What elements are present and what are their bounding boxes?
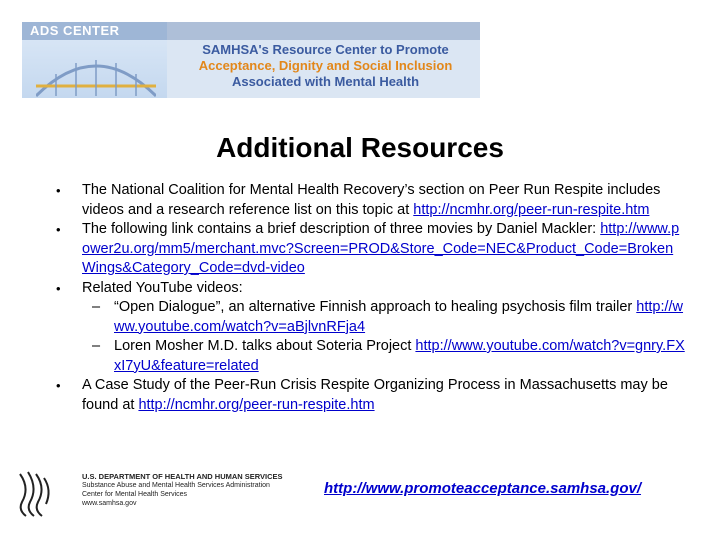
ads-center-logo <box>22 22 167 98</box>
bullet: • <box>56 280 61 296</box>
page-title: Additional Resources <box>216 132 504 163</box>
banner-top-strip <box>167 22 480 40</box>
bullet: • <box>56 183 61 198</box>
list-item <box>56 220 686 279</box>
samhsa-url: www.samhsa.gov <box>82 500 137 507</box>
dash: – <box>92 338 101 354</box>
ncmhr-case-study-link[interactable]: http://ncmhr.org/peer-run-respite.htm <box>138 396 375 413</box>
banner-title-samhsa: SAMHSA's <box>202 42 273 57</box>
sub-list-item-text: Loren Mosher M.D. talks about Soteria Project <box>114 338 416 354</box>
power2u-link[interactable]: http://www.power2u.org/mm5/merchant.mvc?Screen=PROD&Store_Code=NEC&Product_Code=BrokenWings&Category_Code=dvd-video <box>82 221 680 276</box>
banner-title-line-3: Associated with Mental Health <box>231 74 420 89</box>
banner-title <box>173 42 478 90</box>
bridge-arch-graphic <box>36 46 156 98</box>
banner-title-panel <box>167 40 480 98</box>
resource-list <box>56 181 686 415</box>
list-item-text: The National Coalition for Mental Health Recovery’s section on Peer Run Respite includes videos and a research reference list on this topic at <box>82 182 661 218</box>
banner-title-acceptance: Acceptance, <box>198 58 279 73</box>
list-item <box>56 181 686 220</box>
hhs-text-block <box>82 472 283 508</box>
bullet: • <box>56 222 61 237</box>
ads-center-label: ADS CENTER <box>30 23 120 38</box>
dash: – <box>92 299 101 315</box>
bullet: • <box>56 378 61 393</box>
sub-list-item <box>56 298 686 337</box>
list-item-text: Related YouTube videos: <box>82 279 243 296</box>
samhsa-name: Substance Abuse and Mental Health Services Administration <box>82 482 270 489</box>
list-item-text: The following link contains a brief description of three movies by Daniel Mackler: <box>82 221 601 237</box>
ncmhr-link[interactable]: http://ncmhr.org/peer-run-respite.htm <box>413 201 650 218</box>
ads-label-bar <box>22 22 167 40</box>
sub-list-item-text: “Open Dialogue”, an alternative Finnish approach to healing psychosis film trailer <box>114 299 637 315</box>
list-item-text: A Case Study of the Peer-Run Crisis Respite Organizing Process in Massachusetts may be found at <box>82 377 668 413</box>
youtube-open-dialogue-link[interactable]: http://www.youtube.com/watch?v=aBjlvnRFja4 <box>114 299 684 335</box>
cmhs-name: Center for Mental Health Services <box>82 491 188 498</box>
banner-title-dignity: Dignity and <box>278 58 354 73</box>
list-item <box>56 279 686 299</box>
banner-title-social: Social Inclusion <box>353 58 453 73</box>
banner-title-line-2 <box>173 58 478 74</box>
list-item <box>56 376 686 415</box>
youtube-soteria-link[interactable]: http://www.youtube.com/watch?v=gnry.FXxI7yU&feature=related <box>114 338 685 374</box>
hhs-eagle-icon <box>12 468 70 520</box>
footer-website-link[interactable]: http://www.promoteacceptance.samhsa.gov/ <box>324 480 642 497</box>
sub-list-item <box>56 337 686 376</box>
hhs-dept-name: U.S. DEPARTMENT OF HEALTH AND HUMAN SERVICES <box>82 472 283 481</box>
banner-title-resource: Resource Center to Promote <box>272 42 449 57</box>
hhs-samhsa-logo <box>12 468 302 520</box>
ads-center-banner <box>22 22 480 98</box>
banner-title-line-1 <box>173 42 478 58</box>
